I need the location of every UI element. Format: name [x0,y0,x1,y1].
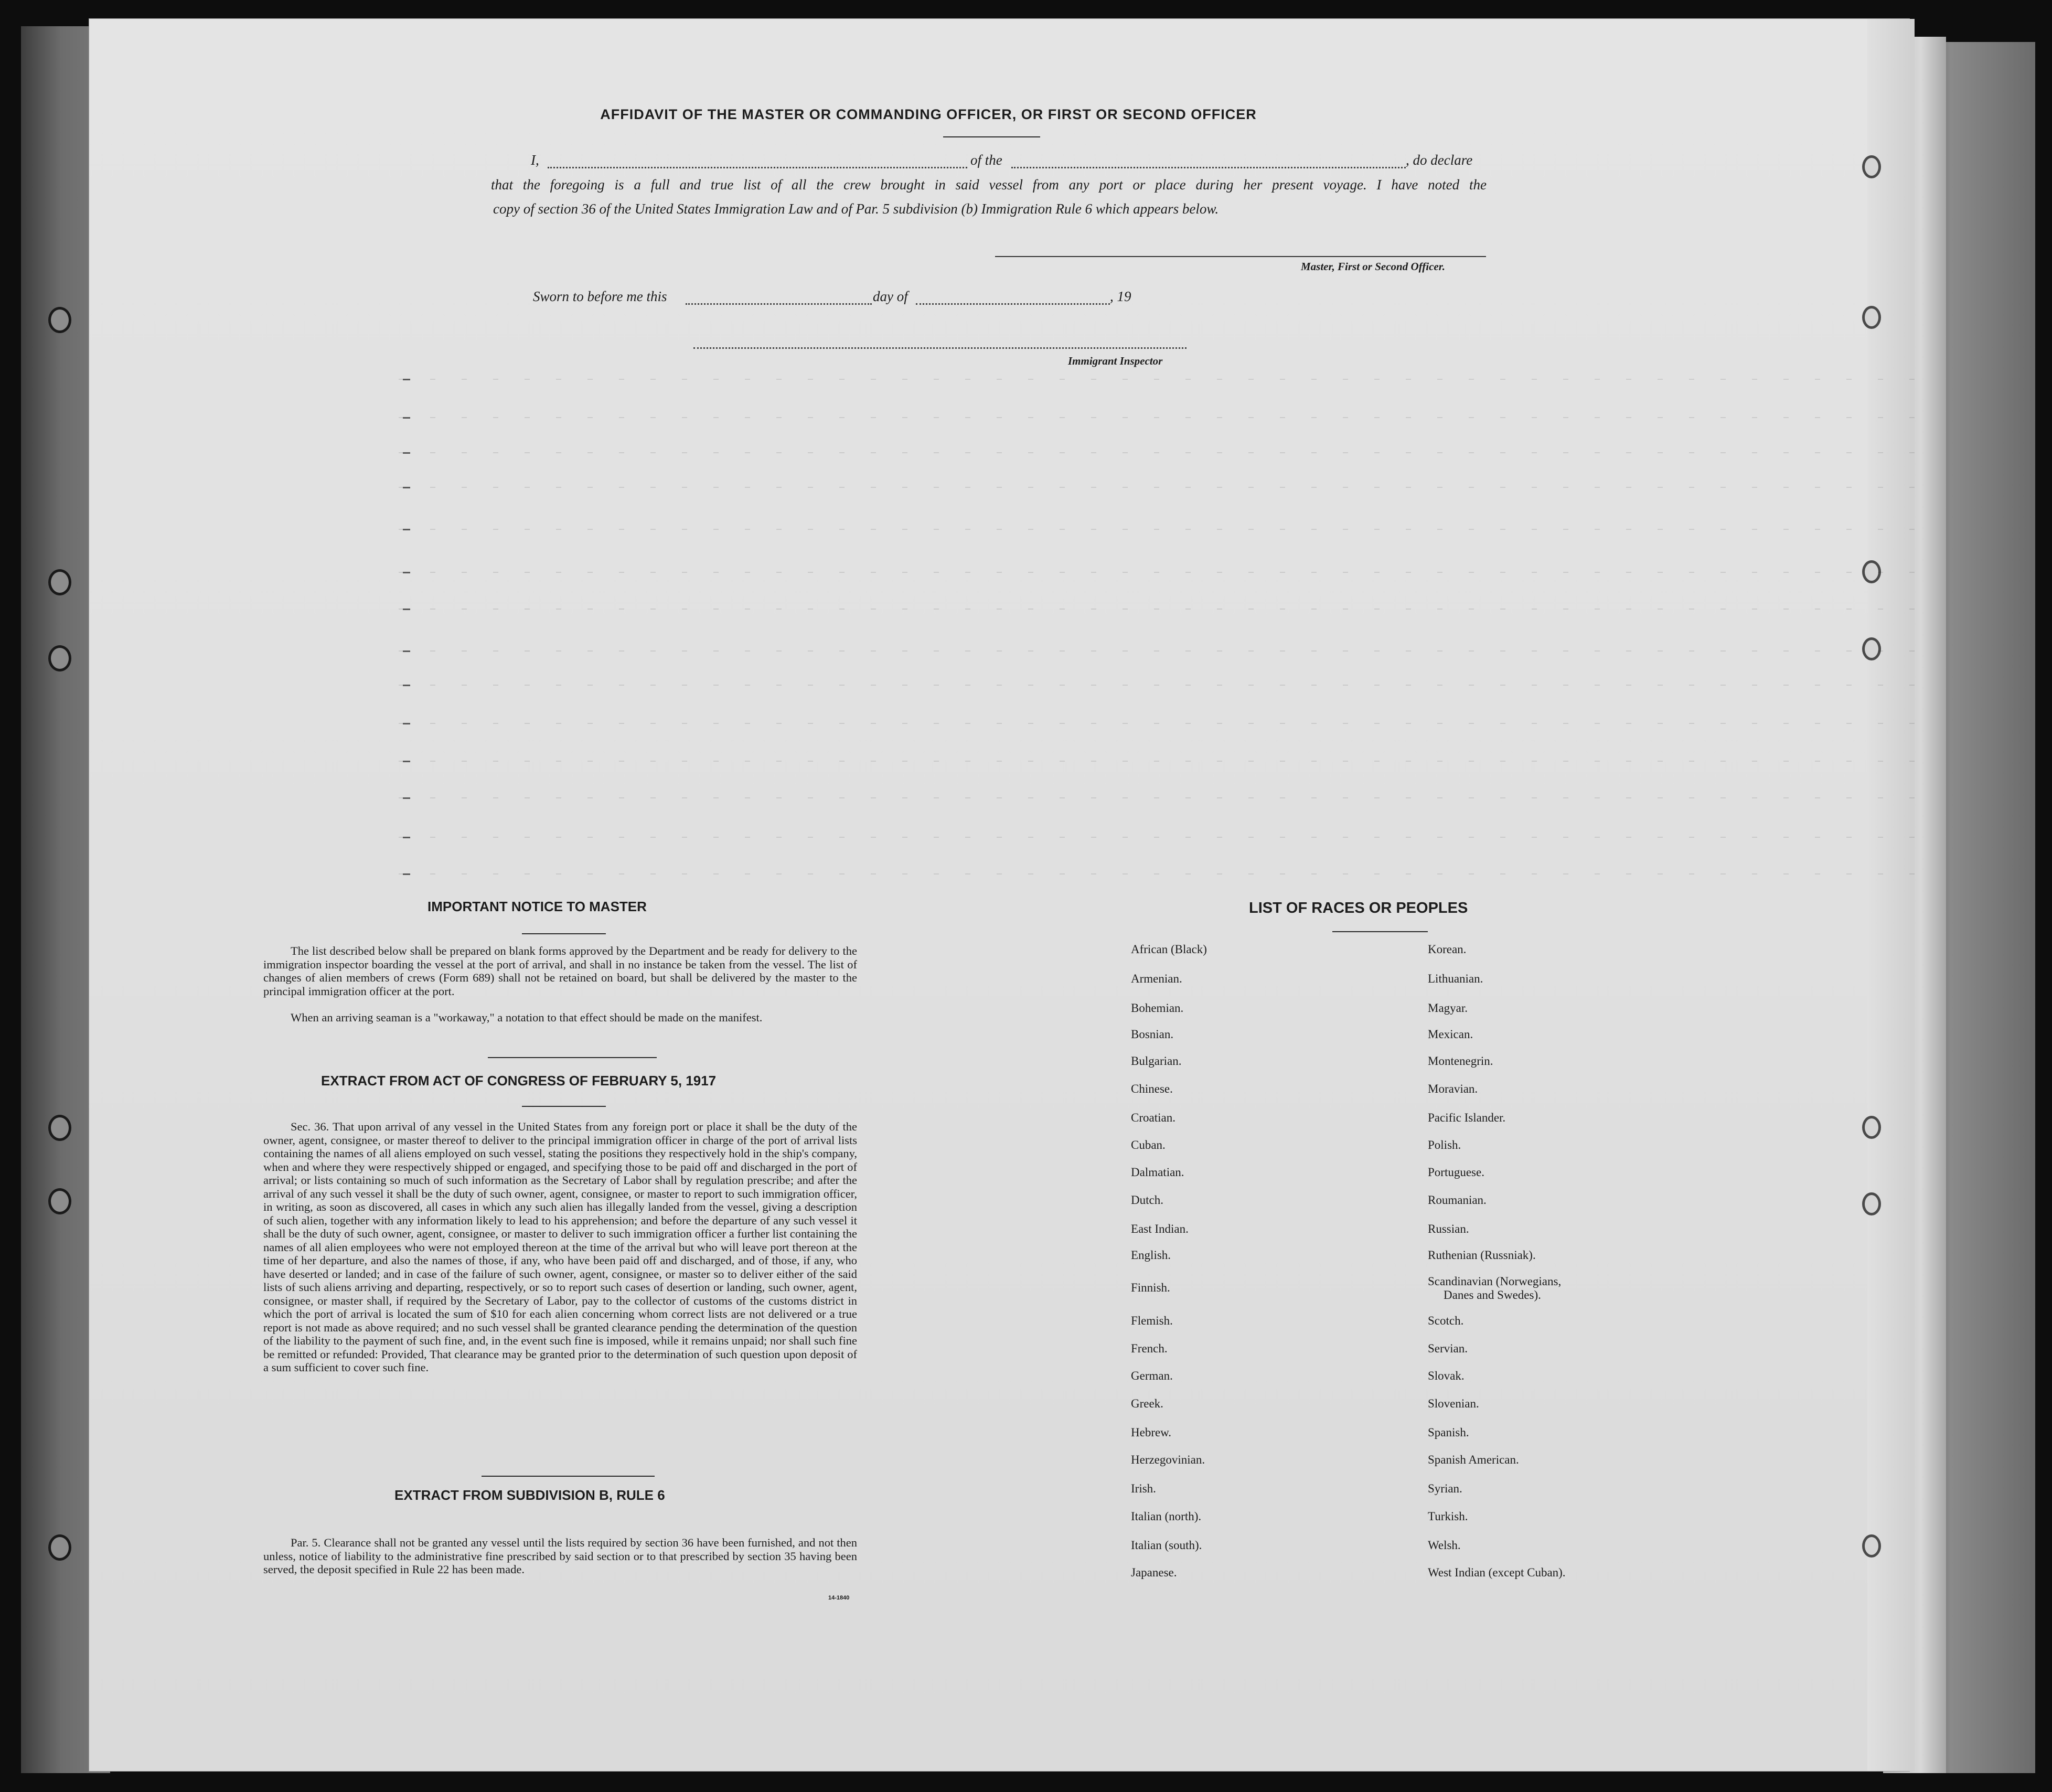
sworn-day-of-label: day of [873,289,908,304]
race-item: East Indian. [1131,1222,1189,1235]
race-item: Pacific Islander. [1428,1111,1506,1124]
race-item: Korean. [1428,943,1467,956]
race-item: French. [1131,1342,1168,1355]
affidavit-title: AFFIDAVIT OF THE MASTER OR COMMANDING OFFICER, OR FIRST OR SECOND OFFICER [600,106,1257,122]
race-item: Armenian. [1131,972,1182,985]
sworn-prefix-label: Sworn to before me this [533,289,667,304]
race-item: Polish. [1428,1138,1461,1151]
race-item: Danes and Swedes). [1444,1288,1541,1302]
document-page [89,19,1909,1771]
race-item: Spanish American. [1428,1453,1519,1466]
act-heading-underline [522,1106,606,1107]
rule-section-divider [482,1476,655,1477]
binder-hole-icon [1862,637,1881,660]
page-right-edge [1867,19,1915,1771]
master-name-field[interactable] [548,167,967,168]
inspector-signature-line[interactable] [693,347,1187,349]
race-item: Magyar. [1428,1001,1468,1015]
race-item: Mexican. [1428,1028,1473,1041]
affidavit-i-label: I, [531,152,539,168]
binder-hole-icon [48,569,71,595]
race-item: Irish. [1131,1482,1156,1495]
race-item: Slovenian. [1428,1397,1479,1410]
act-section-36-text: Sec. 36. That upon arrival of any vessel in the United States from any foreign port or place it shall be the duty of the owner, agent, consignee, or master thereof to deliver to the principal immigration officer in charge of the port of arrival lists containing the names of all aliens employed on such vessel, stating the positions they respectively hold in the ship's company, when and where they were respectively shipped or engaged, and specifying those to be paid off and discharged in the port of arrival; or lists containing so much of such information as the Secretary of Labor shall by regulation prescribe; and after the arrival of any such vessel it shall be the duty of such owner, agent, consignee, or master to report to such immigration officer, in writing, as soon as discovered, all cases in which any such alien has illegally landed from the vessel, giving a description of such alien, together with any information likely to lead to his apprehension; and before the departure of any such vessel it shall be the duty of such owner, agent, consignee, or master to deliver to such immigration officer a further list containing the names of all alien employees who were not employed thereon at the time of the arrival but who will leave port thereon at the time of her departure, and also the names of those, if any, who have been paid off and discharged, and of those, if any, who have deserted or landed; and in case of the failure of such owner, agent, consignee, or master so to deliver either of the said lists of such aliens arriving and departing, respectively, or so to report such cases of desertion or landing, such owner, agent, consignee, or master shall, if required by the Secretary of Labor, pay to the collector of customs of the customs district in which the port of arrival is located the sum of $10 for each alien concerning whom correct lists are not delivered or a true report is not made as above required; and no such vessel shall be granted clearance pending the determination of the question of the liability to the payment of such fine, and, in the event such fine is imposed, while it remains unpaid; nor shall such fine be remitted or refunded: Provided, That clearance may be granted prior to the determination of such question upon deposit of a sum sufficient to cover such fine. [263,1120,857,1374]
race-item: Scotch. [1428,1314,1464,1327]
race-item: Bosnian. [1131,1028,1174,1041]
race-item: German. [1131,1369,1173,1382]
race-item: Finnish. [1131,1281,1170,1294]
sworn-year-label: , 19 [1110,289,1131,304]
race-item: Dutch. [1131,1193,1163,1207]
race-item: Ruthenian (Russniak). [1428,1249,1536,1262]
race-item: Chinese. [1131,1082,1173,1095]
binder-hole-icon [48,1115,71,1141]
binder-hole-icon [48,1188,71,1214]
race-item: Slovak. [1428,1369,1465,1382]
race-item: Hebrew. [1131,1426,1172,1439]
race-item: Cuban. [1131,1138,1166,1151]
race-item: Bulgarian. [1131,1054,1182,1068]
race-item: Russian. [1428,1222,1469,1235]
race-item: Syrian. [1428,1482,1462,1495]
race-item: English. [1131,1249,1171,1262]
form-number: 14-1840 [828,1595,850,1601]
race-item: Croatian. [1131,1111,1175,1124]
affidavit-of-the-label: of the [970,152,1002,168]
races-heading-underline [1332,931,1428,932]
binder-hole-icon [1862,1534,1881,1558]
master-signature-line[interactable] [995,256,1486,257]
binder-hole-icon [1862,1116,1881,1139]
rule-heading: EXTRACT FROM SUBDIVISION B, RULE 6 [394,1487,665,1503]
notice-paragraph-1: The list described below shall be prepared on blank forms approved by the Department and be ready for delivery to the immigration inspector boarding the vessel at the port of arrival, and shall in no instance be taken from the vessel. The list of changes of alien members of crews (Form 689) shall not be retained on board, but shall be delivered by the master to the principal immigration officer at the port. [263,944,857,998]
race-item: Welsh. [1428,1539,1461,1552]
title-underline [943,136,1040,137]
race-item: Spanish. [1428,1426,1469,1439]
vessel-name-field[interactable] [1011,167,1406,168]
binder-hole-icon [1862,155,1881,178]
notice-heading-underline [522,933,606,934]
race-item: African (Black) [1131,943,1207,956]
race-item: Turkish. [1428,1510,1468,1523]
race-item: Lithuanian. [1428,972,1483,985]
binder-hole-icon [1862,1192,1881,1215]
race-item: Montenegrin. [1428,1054,1493,1068]
race-item: Moravian. [1428,1082,1478,1095]
affidavit-line-2: that the foregoing is a full and true list of all the crew brought in said vessel from any port or place during her present voyage. I have noted the [491,177,1487,193]
affidavit-declare-label: , do declare [1406,152,1473,168]
binder-hole-icon [48,307,71,333]
inspector-signature-label: Immigrant Inspector [1068,355,1163,367]
sworn-day-field[interactable] [686,303,872,305]
race-item: Servian. [1428,1342,1468,1355]
sworn-month-field[interactable] [916,303,1110,305]
race-item: Greek. [1131,1397,1163,1410]
race-item: Italian (north). [1131,1510,1202,1523]
act-heading: EXTRACT FROM ACT OF CONGRESS OF FEBRUARY 5, 1917 [321,1073,717,1089]
race-item: Dalmatian. [1131,1166,1184,1179]
race-item: Italian (south). [1131,1539,1202,1552]
race-item: Portuguese. [1428,1166,1484,1179]
race-item: Bohemian. [1131,1001,1184,1015]
master-signature-label: Master, First or Second Officer. [1301,260,1445,273]
binder-hole-icon [1862,306,1881,329]
race-item: Herzegovinian. [1131,1453,1205,1466]
race-item: Japanese. [1131,1566,1177,1579]
notice-heading: IMPORTANT NOTICE TO MASTER [428,899,647,914]
binder-hole-icon [48,645,71,671]
races-heading: LIST OF RACES OR PEOPLES [1249,900,1468,916]
race-item: Scandinavian (Norwegians, [1428,1275,1562,1288]
race-item: Flemish. [1131,1314,1173,1327]
race-item: Roumanian. [1428,1193,1487,1207]
rule-par-5-text: Par. 5. Clearance shall not be granted any vessel until the lists required by section 36 have been furnished, and not then unless, notice of liability to the administrative fine prescribed by said section or to that prescribed by section 35 having been served, the deposit specified in Rule 22 has been made. [263,1536,857,1576]
section-divider [488,1057,657,1058]
notice-paragraph-2: When an arriving seaman is a "workaway," a notation to that effect should be made on the manifest. [291,1011,763,1024]
race-item: West Indian (except Cuban). [1428,1566,1566,1579]
binder-hole-icon [48,1534,71,1561]
affidavit-line-3: copy of section 36 of the United States Immigration Law and of Par. 5 subdivision (b) Immigration Rule 6 which appears below. [493,201,1219,217]
